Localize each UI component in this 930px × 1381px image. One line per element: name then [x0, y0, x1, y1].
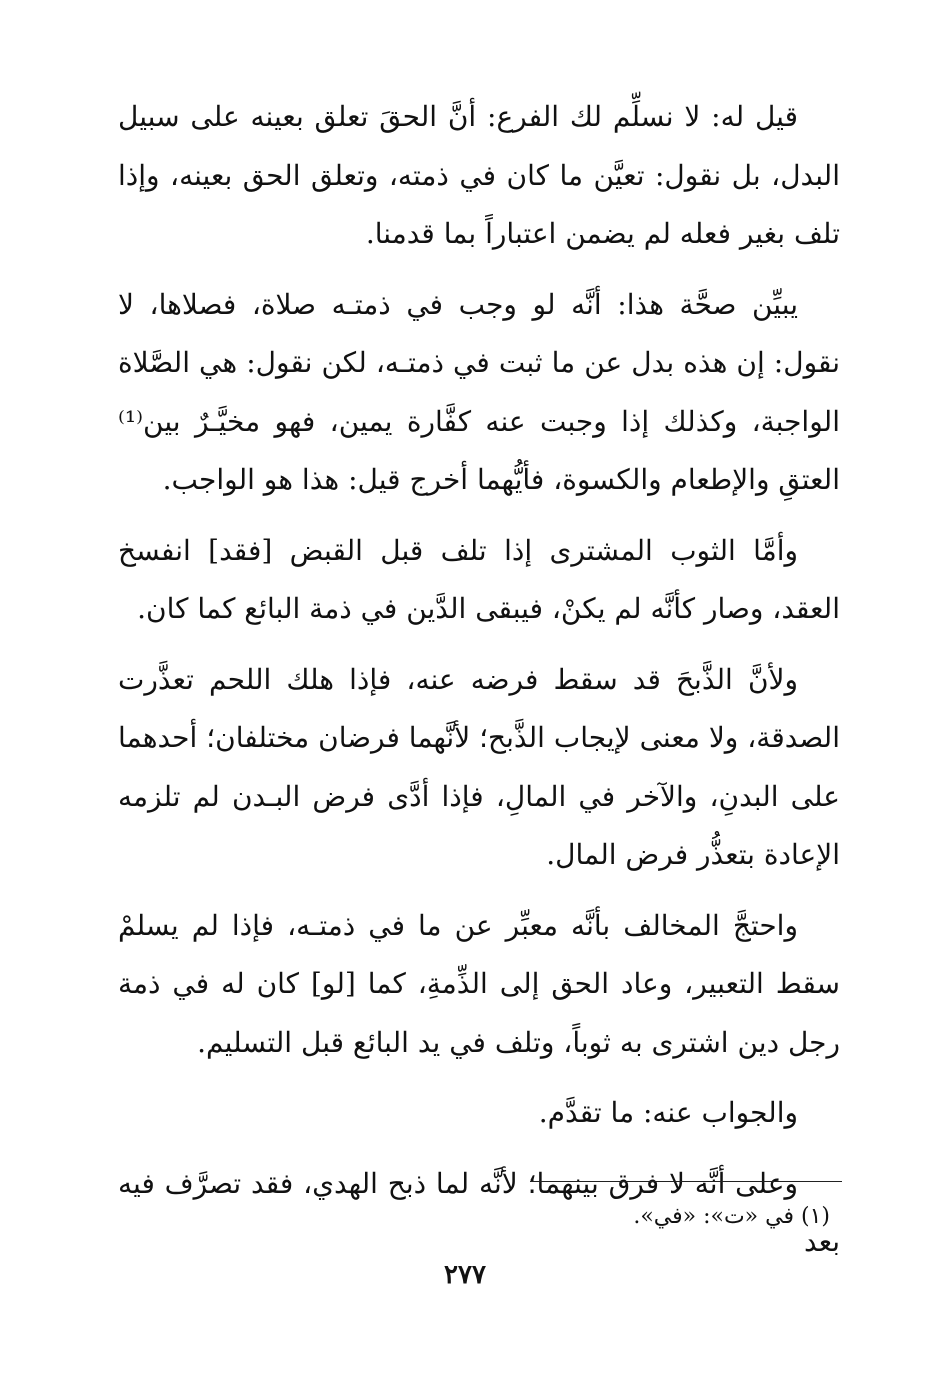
paragraph-4: ولأنَّ الذَّبحَ قد سقط فرضه عنه، فإذا هلك اللحم تعذَّرت الصدقة، ولا معنى لإيجاب الذَّبح؛ لأنَّهما فرضان مختلفان؛ أحدهما على البدنِ، والآخر في المالِ، فإذا أدَّى فرض البـدن لم تلزمه الإعادة بتعذُّر فرض المال. — [118, 662, 840, 871]
footnote: (١) في «ت»: «في». — [633, 1204, 830, 1229]
paragraph-5: واحتجَّ المخالف بأنَّه معبِّر عن ما في ذمتـه، فإذا لم يسلمْ سقط التعبير، وعاد الحق إلى الذِّمةِ، كما [لو] كان له في ذمة رجل دين اشترى به ثوباً، وتلف في يد البائع قبل التسليم. — [118, 908, 840, 1059]
paragraph-7: وعلى أنَّه لا فرق بينهما؛ لأنَّه لما ذبح الهدي، فقد تصرَّف فيه بعد — [118, 1166, 840, 1258]
paragraph-2: يبيِّن صحَّة هذا: أنَّه لو وجب في ذمتـه صلاة، فصلاها، لا نقول: إن هذه بدل عن ما ثبت في ذمتـه، لكن نقول: هي الصَّلاة الواجبة، وكذلك إذا وجبت عنه كفَّارة يمين، فهو مخيَّـرٌ بين⁽¹⁾ العتقِ والإطعام والكسوة، فأيُّهما أخرج قيل: هذا هو الواجب. — [118, 287, 840, 496]
main-text — [118, 88, 840, 1284]
page-number: ٢٧٧ — [444, 1260, 486, 1290]
paragraph-1: قيل له: لا نسلِّم لك الفرع: أنَّ الحقَ تعلق بعينه على سبيل البدل، بل نقول: تعيَّن ما كان في ذمته، وتعلق الحق بعينه، وإذا تلف بغير فعله لم يضمن اعتباراً بما قدمنا. — [118, 100, 840, 250]
paragraph-6: والجواب عنه: ما تقدَّم. — [538, 1096, 798, 1129]
paragraph-3: وأمَّا الثوب المشترى إذا تلف قبل القبض [فقد] انفسخ العقد، وصار كأنَّه لم يكنْ، فيبقى الدَّين في ذمة البائع كما كان. — [118, 533, 840, 625]
footnote-divider — [530, 1181, 842, 1182]
